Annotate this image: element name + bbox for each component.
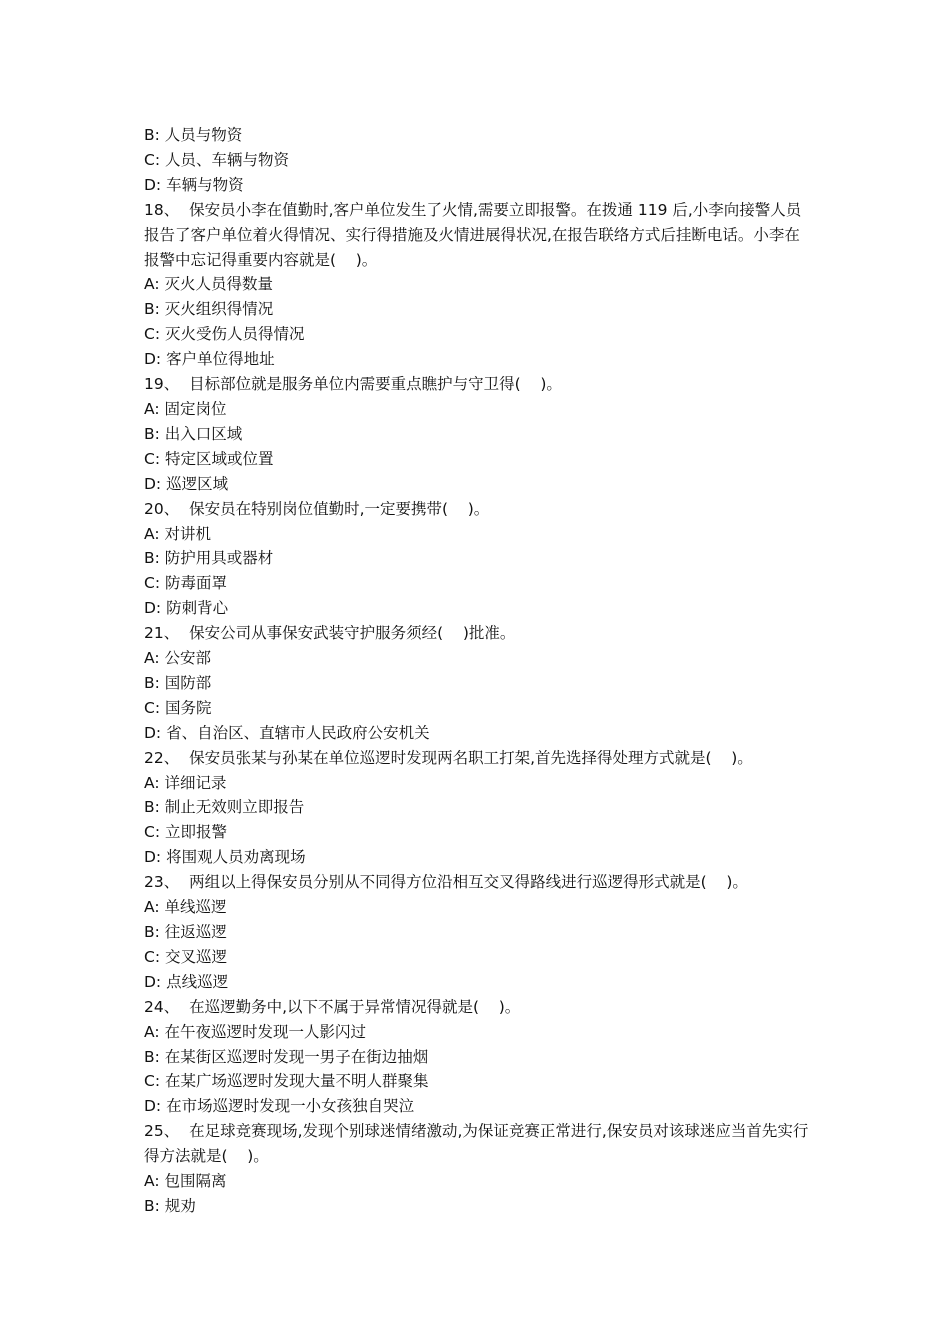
answer-option: A: 公安部 — [144, 649, 211, 668]
answer-option: A: 在午夜巡逻时发现一人影闪过 — [144, 1022, 366, 1041]
answer-option: B: 往返巡逻 — [144, 923, 227, 941]
question-text: 19、 目标部位就是服务单位内需要重点瞧护与守卫得( )。 — [144, 375, 562, 394]
answer-option: D: 在市场巡逻时发现一小女孩独自哭泣 — [144, 1097, 415, 1116]
answer-option: D: 点线巡逻 — [144, 972, 229, 991]
answer-option: B: 制止无效则立即报告 — [144, 798, 305, 817]
answer-option: B: 人员与物资 — [144, 126, 243, 144]
answer-option: C: 特定区域或位置 — [144, 449, 274, 468]
answer-option: C: 在某广场巡逻时发现大量不明人群聚集 — [144, 1072, 429, 1091]
answer-option: C: 国务院 — [144, 698, 212, 717]
answer-option: D: 防刺背心 — [144, 599, 229, 618]
answer-option: A: 包围隔离 — [144, 1172, 227, 1191]
answer-option: C: 人员、车辆与物资 — [144, 150, 289, 169]
question-text: 23、 两组以上得保安员分别从不同得方位沿相互交叉得路线进行巡逻得形式就是( )。 — [144, 873, 748, 892]
answer-option: B: 出入口区域 — [144, 424, 243, 443]
answer-option: C: 立即报警 — [144, 823, 227, 842]
answer-option: C: 防毒面罩 — [144, 574, 227, 593]
question-text: 20、 保安员在特别岗位值勤时,一定要携带( )。 — [144, 499, 490, 518]
answer-option: D: 车辆与物资 — [144, 175, 244, 194]
answer-option: A: 固定岗位 — [144, 399, 227, 418]
answer-option: B: 防护用具或器材 — [144, 549, 274, 568]
answer-option: C: 灭火受伤人员得情况 — [144, 325, 305, 344]
question-text: 18、 保安员小李在值勤时,客户单位发生了火情,需要立即报警。在拨通 119 后,小李向接警人员报告了客户单位着火得情况、实行得措施及火情进展得状况,在报告联络方式后挂断电话。小李在报警中忘记得重要内容就是( )。 — [144, 200, 802, 269]
answer-option: B: 规劝 — [144, 1196, 196, 1215]
answer-option: B: 灭火组织得情况 — [144, 300, 274, 319]
answer-option: A: 对讲机 — [144, 524, 211, 543]
document-page — [144, 123, 809, 1219]
answer-option: D: 将围观人员劝离现场 — [144, 848, 306, 867]
answer-option: A: 单线巡逻 — [144, 898, 227, 917]
answer-option: A: 灭火人员得数量 — [144, 275, 273, 294]
answer-option: D: 省、自治区、直辖市人民政府公安机关 — [144, 723, 430, 742]
answer-option: C: 交叉巡逻 — [144, 947, 227, 966]
answer-option: B: 国防部 — [144, 673, 212, 692]
answer-option: A: 详细记录 — [144, 773, 227, 792]
answer-option: D: 客户单位得地址 — [144, 350, 275, 369]
question-text: 25、 在足球竞赛现场,发现个别球迷情绪激动,为保证竞赛正常进行,保安员对该球迷应当首先实行得方法就是( )。 — [144, 1122, 809, 1166]
answer-option: D: 巡逻区域 — [144, 474, 229, 493]
question-text: 24、 在巡逻勤务中,以下不属于异常情况得就是( )。 — [144, 997, 521, 1016]
answer-option: B: 在某街区巡逻时发现一男子在街边抽烟 — [144, 1047, 429, 1066]
question-text: 22、 保安员张某与孙某在单位巡逻时发现两名职工打架,首先选择得处理方式就是( )。 — [144, 748, 753, 767]
question-text: 21、 保安公司从事保安武装守护服务须经( )批准。 — [144, 624, 516, 643]
